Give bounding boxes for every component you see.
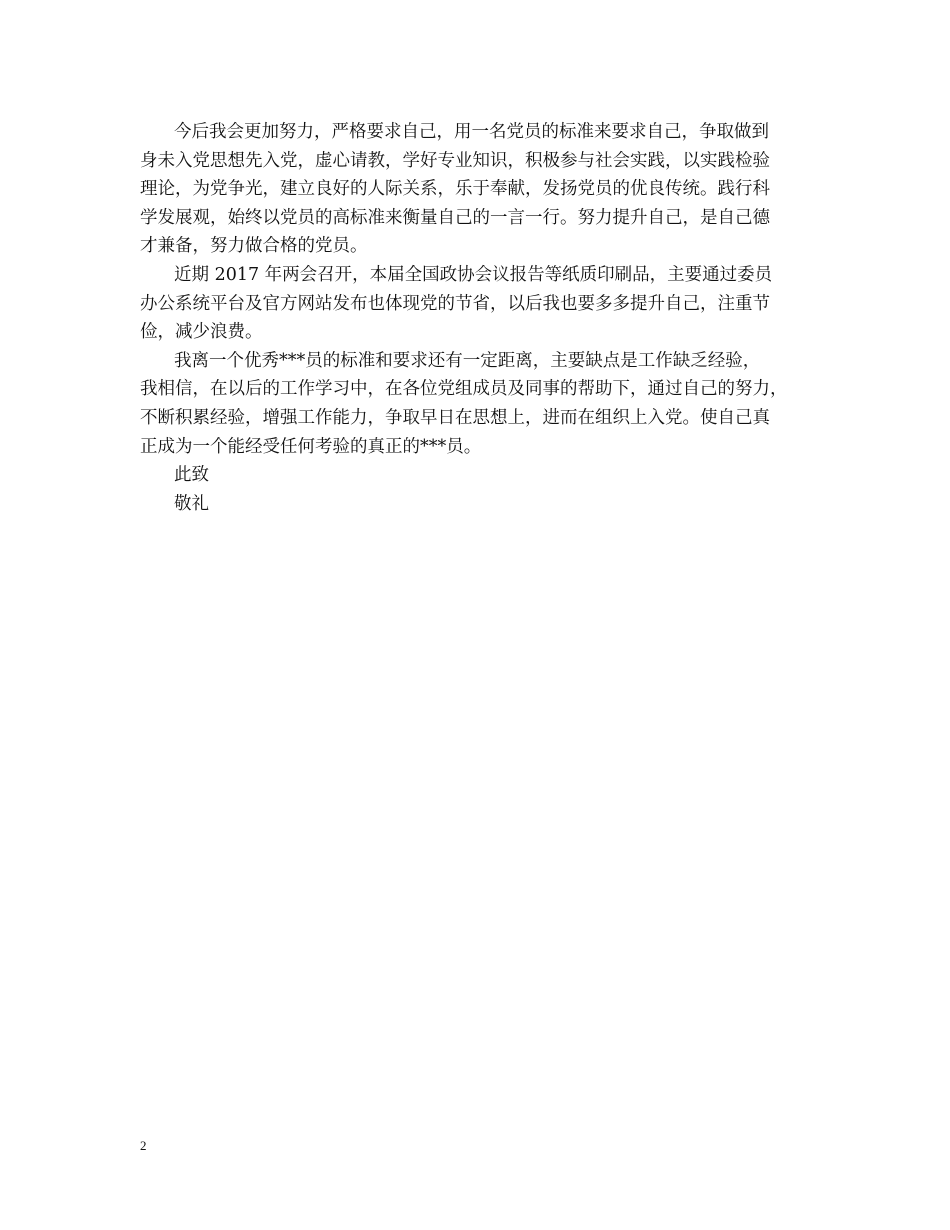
paragraph-commitment [140,118,832,261]
text-line: 俭，减少浪费。 [140,322,263,343]
text-line: 近期 2017 年两会召开，本届全国政协会议报告等纸质印刷品，主要通过委员 [174,264,773,285]
text-line: 身未入党思想先入党，虚心请教，学好专业知识，积极参与社会实践，以实践检验 [140,150,770,171]
document-body [140,118,832,518]
text-line: 学发展观，始终以党员的高标准来衡量自己的一言一行。努力提升自己，是自己德 [140,207,770,228]
text-line: 理论，为党争光，建立良好的人际关系，乐于奉献，发扬党员的优良传统。践行科 [140,179,770,200]
text-line: 我相信，在以后的工作学习中，在各位党组成员及同事的帮助下，通过自己的努力， [140,379,788,400]
text-line: 正成为一个能经受任何考验的真正的***员。 [140,436,482,457]
text-line: 不断积累经验，增强工作能力，争取早日在思想上，进而在组织上入党。使自己真 [140,407,770,428]
text-line: 才兼备，努力做合格的党员。 [140,236,368,257]
paragraph-two-sessions [140,261,832,347]
text-line: 办公系统平台及官方网站发布也体现党的节省，以后我也要多多提升自己，注重节 [140,293,770,314]
text-line: 今后我会更加努力，严格要求自己，用一名党员的标准来要求自己，争取做到 [174,122,769,142]
paragraph-shortcomings [140,347,832,461]
page-number: 2 [140,1138,147,1153]
closing-regards [140,490,832,519]
text-line: 我离一个优秀***员的标准和要求还有一定距离，主要缺点是工作缺乏经验， [174,350,761,371]
closing-salutation [140,461,832,490]
text-line: 此致 [174,465,209,486]
text-line: 敬礼 [174,493,209,514]
